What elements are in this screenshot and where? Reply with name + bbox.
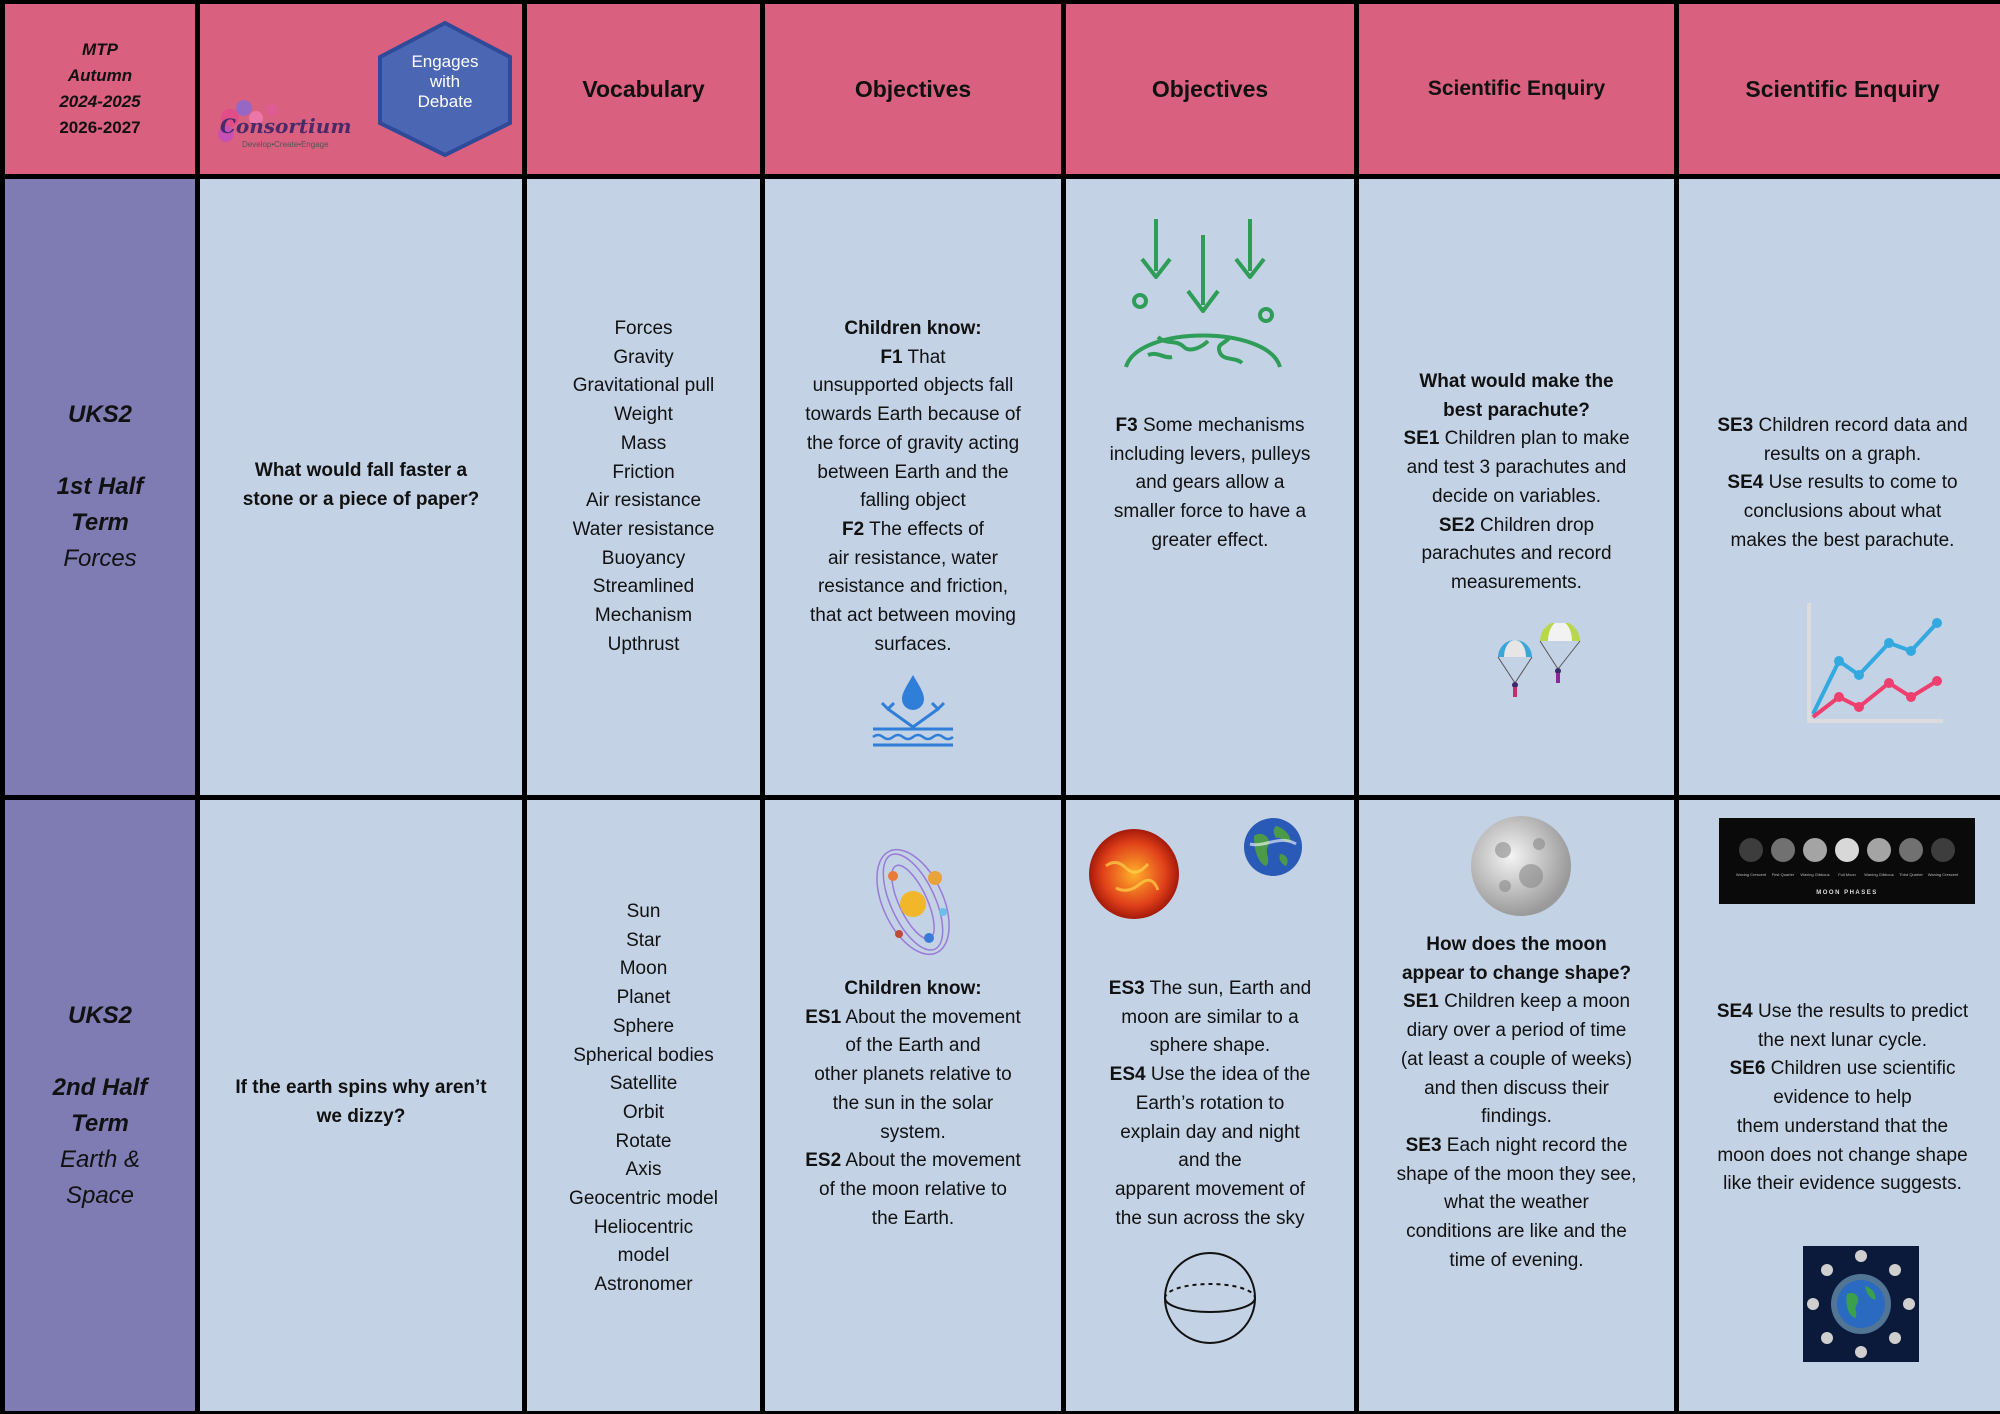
objective-text: and test 3 parachutes and xyxy=(1406,457,1627,479)
vocabulary-word: Streamlined xyxy=(592,576,695,598)
objective-line xyxy=(775,401,1051,430)
header-objectives-1: Objectives xyxy=(765,4,1061,174)
objective-line xyxy=(775,372,1051,401)
objective-line xyxy=(1369,569,1664,598)
objective-text: parachutes and record xyxy=(1421,543,1612,565)
objective-line xyxy=(775,1147,1051,1176)
objective-text: Some mechanisms xyxy=(1137,415,1305,436)
objective-line xyxy=(1369,483,1664,512)
objective-line xyxy=(1369,540,1664,569)
objective-text: Children keep a moon xyxy=(1438,991,1631,1013)
objective-line xyxy=(1689,1084,1996,1113)
vocabulary-word: Star xyxy=(626,929,661,951)
objective-line xyxy=(1076,527,1344,556)
objective-line xyxy=(1076,975,1344,1004)
objective-text: like their evidence suggests. xyxy=(1723,1173,1962,1195)
objective-text: the force of gravity acting xyxy=(806,432,1020,454)
objective-text: findings. xyxy=(1481,1106,1552,1128)
objective-line xyxy=(1369,1075,1664,1104)
objective-text: Use the results to predict xyxy=(1752,1001,1969,1022)
objective-text: shape of the moon they see, xyxy=(1396,1163,1637,1185)
solar-system-icon xyxy=(853,842,973,962)
objective-text: the Earth. xyxy=(871,1207,955,1229)
objective-line xyxy=(1689,1055,1996,1084)
vocabulary-list xyxy=(527,315,760,659)
block-heading: Children know: xyxy=(844,318,982,339)
vocabulary-word: Forces xyxy=(614,318,673,339)
objective-text: towards Earth because of xyxy=(805,404,1021,426)
objective-line xyxy=(1076,1119,1344,1148)
vocabulary-word: Water resistance xyxy=(572,518,715,540)
moon-phase-label: Waxing Crescent xyxy=(1735,872,1767,877)
enquiry-question: How does the moon xyxy=(1426,934,1607,955)
moon-phase-label: Waxing Gibbous xyxy=(1800,872,1830,877)
vocabulary-word: Orbit xyxy=(622,1101,665,1123)
objective-line xyxy=(775,545,1051,574)
parachutes-icon xyxy=(1494,623,1584,713)
objective-line xyxy=(1369,988,1664,1017)
sun-icon xyxy=(1086,826,1182,922)
objective-text: explain day and night xyxy=(1120,1121,1300,1143)
vocabulary-word: Buoyancy xyxy=(601,547,686,569)
objective-code: SE6 xyxy=(1729,1058,1766,1080)
objective-code: SE2 xyxy=(1438,514,1475,536)
objective-line xyxy=(1076,441,1344,470)
objective-line xyxy=(1369,454,1664,483)
moon-phase-icon xyxy=(1803,838,1827,862)
objective-text: Use results to come to xyxy=(1763,472,1958,494)
objective-code: ES3 xyxy=(1108,978,1145,999)
objective-line xyxy=(1689,1027,1996,1056)
objective-text: sphere shape. xyxy=(1149,1035,1271,1057)
objective-text: and gears allow a xyxy=(1135,472,1285,494)
moon-phases-caption: MOON PHASES xyxy=(1816,890,1878,896)
objective-text: of the moon relative to xyxy=(819,1178,1007,1200)
objective-line xyxy=(775,430,1051,459)
objective-text: what the weather xyxy=(1444,1192,1589,1214)
gravity-arrows-icon xyxy=(1118,215,1288,375)
row2-enquiry-a xyxy=(1359,800,1674,1411)
objective-line xyxy=(1369,1247,1664,1276)
objective-text: evidence to help xyxy=(1773,1087,1912,1109)
mtp-year-2: 2026-2027 xyxy=(59,118,141,137)
objective-text: surfaces. xyxy=(874,633,952,655)
row2-enquiry-b xyxy=(1679,800,2000,1411)
moon-phase-icon xyxy=(1867,838,1891,862)
objective-line xyxy=(1369,512,1664,541)
sphere-icon xyxy=(1160,1248,1260,1348)
vocabulary-word: Sphere xyxy=(612,1015,675,1037)
row1-objectives-a xyxy=(765,179,1061,795)
objective-text: falling object xyxy=(860,490,966,512)
objective-code: SE4 xyxy=(1716,1001,1753,1022)
objective-code: F2 xyxy=(842,518,865,540)
objective-line xyxy=(1689,1113,1996,1142)
row1-term-label: UKS2 1st Half Term Forces xyxy=(5,179,195,795)
objective-text: and then discuss their xyxy=(1424,1077,1609,1099)
objective-code: ES4 xyxy=(1109,1064,1146,1086)
objective-line xyxy=(1369,1161,1664,1190)
objective-line xyxy=(1689,469,1996,498)
objective-text: that act between moving xyxy=(810,605,1016,627)
objective-text: other planets relative to xyxy=(814,1064,1012,1086)
objective-code: F3 xyxy=(1115,415,1138,436)
vocabulary-word: Sun xyxy=(626,901,661,922)
vocabulary-word: Mass xyxy=(620,432,667,454)
moon-phase-icon xyxy=(1899,838,1923,862)
header-enquiry-2: Scientific Enquiry xyxy=(1679,4,2000,174)
objective-text: Each night record the xyxy=(1441,1134,1628,1156)
vocabulary-word: Air resistance xyxy=(585,490,702,512)
objective-text: (at least a couple of weeks) xyxy=(1400,1048,1633,1070)
objective-text: apparent movement of xyxy=(1114,1178,1306,1200)
objective-code: SE3 xyxy=(1405,1134,1442,1156)
vocabulary-word: Geocentric model xyxy=(569,1188,718,1210)
objective-line xyxy=(775,487,1051,516)
objective-text: measurements. xyxy=(1451,571,1582,593)
header-vocabulary: Vocabulary xyxy=(527,4,760,174)
moon-phase-label: Waning Crescent xyxy=(1927,872,1959,877)
objective-text: greater effect. xyxy=(1151,529,1269,551)
objective-line xyxy=(1076,469,1344,498)
vocabulary-word: Weight xyxy=(614,404,673,426)
objective-text: and the xyxy=(1178,1150,1242,1172)
row2-big-question: If the earth spins why aren’t we dizzy? xyxy=(200,800,522,1411)
debate-badge-text: Engages with Debate xyxy=(411,52,479,111)
objective-text: air resistance, water xyxy=(827,547,998,569)
objective-text: time of evening. xyxy=(1449,1249,1584,1271)
objective-line xyxy=(1369,1017,1664,1046)
objective-line xyxy=(1076,1147,1344,1176)
objective-text: Children plan to make xyxy=(1439,428,1630,450)
enquiry-question: What would make the xyxy=(1419,371,1614,392)
vocabulary-word: Moon xyxy=(619,958,668,980)
mtp-year-1: 2024-2025 xyxy=(59,92,141,111)
moon-phase-label: Full Moon xyxy=(1838,872,1856,877)
objective-line xyxy=(1076,1090,1344,1119)
vocabulary-word: Axis xyxy=(625,1159,662,1181)
objective-code: ES2 xyxy=(805,1150,842,1172)
objective-code: SE1 xyxy=(1403,428,1440,450)
row1-enquiry-a xyxy=(1359,179,1674,795)
row2-term-label: UKS2 2nd Half Term Earth & Space xyxy=(5,800,195,1411)
objective-line xyxy=(775,1061,1051,1090)
objective-text: That xyxy=(902,346,946,368)
objective-line xyxy=(775,1119,1051,1148)
objective-code: F1 xyxy=(880,346,903,368)
objective-text: conditions are like and the xyxy=(1406,1221,1627,1243)
objective-text: Children record data and xyxy=(1753,415,1968,436)
objective-text: diary over a period of time xyxy=(1406,1020,1627,1042)
objective-text: smaller force to have a xyxy=(1113,501,1307,523)
vocabulary-word: Heliocentric xyxy=(593,1216,694,1238)
moon-phase-label: First Quarter xyxy=(1771,872,1795,877)
objective-line xyxy=(775,459,1051,488)
objective-line xyxy=(1076,1205,1344,1234)
row1-vocabulary xyxy=(527,179,760,795)
objective-text: between Earth and the xyxy=(817,461,1009,483)
objective-text: Earth’s rotation to xyxy=(1135,1092,1285,1114)
objective-text: including levers, pulleys xyxy=(1109,443,1311,465)
water-resistance-icon xyxy=(868,671,958,751)
vocabulary-word: model xyxy=(617,1245,670,1267)
objective-line xyxy=(775,1032,1051,1061)
header-enquiry-1: Scientific Enquiry xyxy=(1359,4,1674,174)
objective-line xyxy=(1369,1189,1664,1218)
consortium-logo-text: Consortium xyxy=(220,114,352,138)
objective-text: moon are similar to a xyxy=(1121,1006,1299,1028)
earth-icon xyxy=(1242,816,1304,878)
objective-code: ES1 xyxy=(805,1006,842,1028)
objective-code: SE4 xyxy=(1727,472,1764,494)
moon-phase-label: Waning Gibbous xyxy=(1864,872,1894,877)
line-graph-icon xyxy=(1799,599,1949,729)
objective-text: moon does not change shape xyxy=(1717,1144,1968,1166)
objective-text: decide on variables. xyxy=(1432,485,1601,507)
row1-big-question: What would fall faster a stone or a piece of paper? xyxy=(200,179,522,795)
objective-line xyxy=(1689,441,1996,470)
objective-text: About the movement xyxy=(841,1150,1021,1172)
consortium-tagline: Develop•Create•Engage xyxy=(242,140,329,149)
objective-line xyxy=(1076,1004,1344,1033)
vocabulary-word: Satellite xyxy=(609,1073,678,1095)
moon-phase-icon xyxy=(1835,838,1859,862)
objective-line xyxy=(1369,1103,1664,1132)
header-objectives-2: Objectives xyxy=(1066,4,1354,174)
objective-text: the sun in the solar xyxy=(832,1092,994,1114)
objective-code: SE1 xyxy=(1402,991,1439,1013)
objective-line xyxy=(1689,527,1996,556)
objective-line xyxy=(1076,1032,1344,1061)
vocabulary-word: Rotate xyxy=(615,1130,672,1152)
header-mtp-cell xyxy=(5,4,195,174)
header-logo-cell xyxy=(200,4,522,174)
objective-text: them understand that the xyxy=(1736,1115,1949,1137)
objective-text: resistance and friction, xyxy=(817,576,1009,598)
objective-line xyxy=(1689,1142,1996,1171)
vocabulary-word: Friction xyxy=(612,461,675,483)
vocabulary-list xyxy=(527,898,760,1300)
objective-text: conclusions about what xyxy=(1743,501,1942,523)
objective-line xyxy=(1369,1132,1664,1161)
row1-objectives-b xyxy=(1066,179,1354,795)
vocabulary-word: Gravity xyxy=(613,346,674,368)
objective-text: The sun, Earth and xyxy=(1144,978,1312,999)
objective-text: the sun across the sky xyxy=(1115,1207,1305,1229)
objective-line xyxy=(775,602,1051,631)
moon-phase-icon xyxy=(1739,838,1763,862)
objective-line xyxy=(775,1004,1051,1033)
vocabulary-word: Astronomer xyxy=(594,1274,693,1296)
objective-text: the next lunar cycle. xyxy=(1758,1029,1927,1051)
mtp-label xyxy=(59,37,140,141)
moon-phase-label: Third Quarter xyxy=(1899,872,1923,877)
objective-line xyxy=(1076,412,1344,441)
objective-line xyxy=(775,344,1051,373)
objective-line xyxy=(1369,1046,1664,1075)
enquiry-question: appear to change shape? xyxy=(1401,962,1632,984)
objective-line xyxy=(1076,498,1344,527)
vocabulary-word: Gravitational pull xyxy=(572,375,715,397)
objective-line xyxy=(1076,1176,1344,1205)
enquiry-question: best parachute? xyxy=(1443,399,1590,421)
objective-text: Use the idea of the xyxy=(1145,1064,1311,1086)
mtp-season: Autumn xyxy=(67,66,133,85)
objective-line xyxy=(1369,1218,1664,1247)
objective-line xyxy=(1689,412,1996,441)
objective-text: unsupported objects fall xyxy=(812,375,1014,397)
objective-text: The effects of xyxy=(864,518,984,540)
objective-text: of the Earth and xyxy=(845,1035,981,1057)
mtp-title: MTP xyxy=(82,40,118,59)
earth-moon-orbit-icon xyxy=(1803,1246,1919,1362)
objective-code: SE3 xyxy=(1717,415,1754,436)
objective-line xyxy=(775,631,1051,660)
objective-line xyxy=(1369,425,1664,454)
block-heading: Children know: xyxy=(844,978,982,999)
vocabulary-word: Planet xyxy=(616,987,671,1009)
objective-line xyxy=(775,1176,1051,1205)
objective-line xyxy=(1689,998,1996,1027)
vocabulary-word: Upthrust xyxy=(607,633,680,655)
moon-phase-icon xyxy=(1931,838,1955,862)
objective-line xyxy=(1076,1061,1344,1090)
row1-enquiry-b xyxy=(1679,179,2000,795)
objective-line xyxy=(775,1205,1051,1234)
objective-line xyxy=(1689,1170,1996,1199)
objective-text: system. xyxy=(880,1121,946,1143)
row2-objectives-a xyxy=(765,800,1061,1411)
objective-text: makes the best parachute. xyxy=(1730,529,1955,551)
row2-objectives-b xyxy=(1066,800,1354,1411)
objective-line xyxy=(775,516,1051,545)
row2-vocabulary xyxy=(527,800,760,1411)
objective-line xyxy=(775,573,1051,602)
objective-text: Children use scientific xyxy=(1765,1058,1956,1080)
vocabulary-word: Spherical bodies xyxy=(573,1044,714,1066)
moon-icon xyxy=(1469,814,1573,918)
objective-line xyxy=(1689,498,1996,527)
moon-phase-icon xyxy=(1771,838,1795,862)
objective-text: About the movement xyxy=(841,1006,1021,1028)
vocabulary-word: Mechanism xyxy=(594,605,693,627)
objective-text: results on a graph. xyxy=(1763,443,1922,465)
objective-line xyxy=(775,1090,1051,1119)
objective-text: Children drop xyxy=(1474,514,1595,536)
moon-phases-chart xyxy=(1719,818,1975,904)
